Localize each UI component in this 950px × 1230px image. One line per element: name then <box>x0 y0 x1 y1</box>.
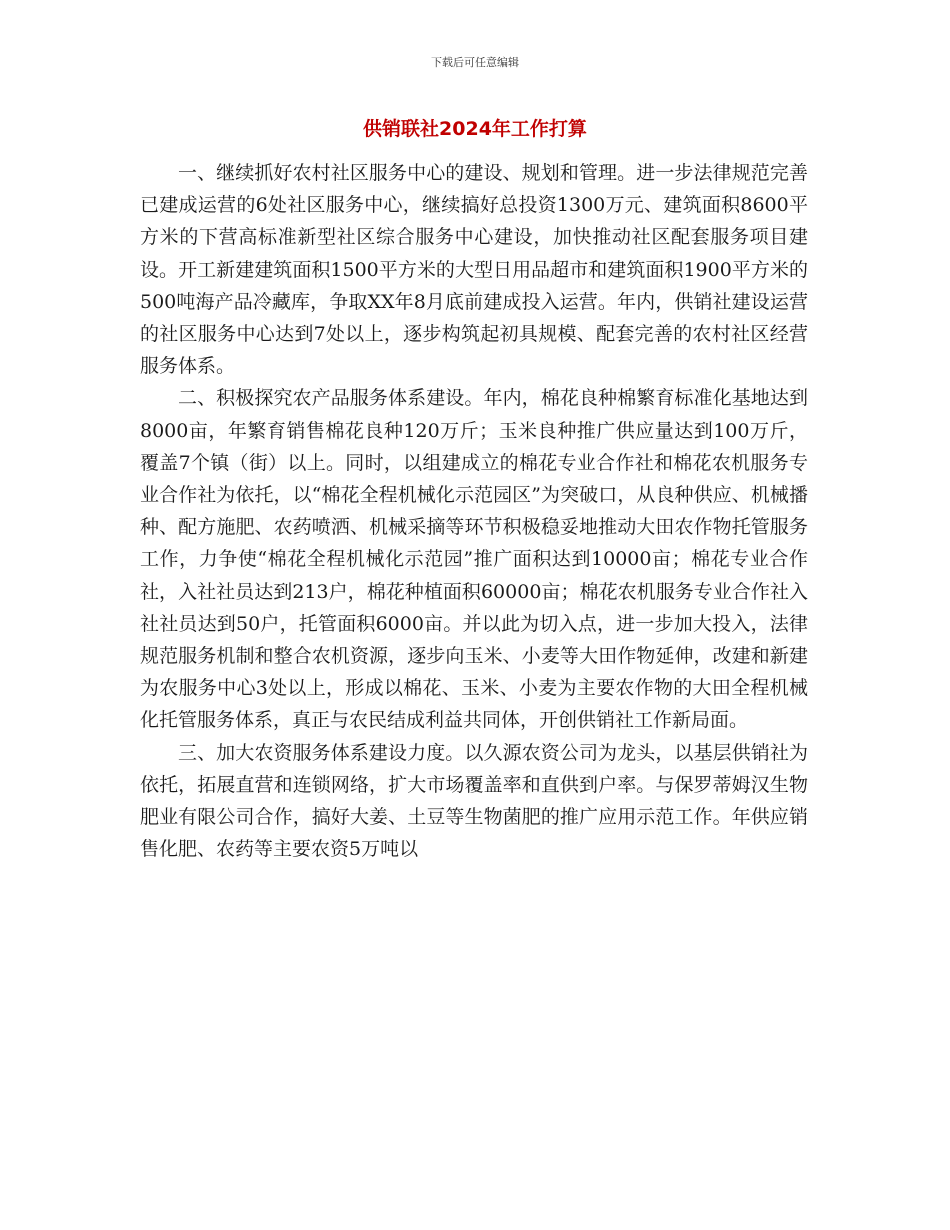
document-title: 供销联社2024年工作打算 <box>363 118 587 140</box>
paragraph-1: 一、继续抓好农村社区服务中心的建设、规划和管理。进一步法律规范完善已建成运营的6处社区服务中心，继续搞好总投资1300万元、建筑面积8600平方米的下营高标准新型社区综合服务中心建设，加快推动社区配套服务项目建设。开工新建建筑面积1500平方米的大型日用品超市和建筑面积1900平方米的500吨海产品冷藏库，争取XX年8月底前建成投入运营。年内，供销社建设运营的社区服务中心达到7处以上，逐步构筑起初具规模、配套完善的农村社区经营服务体系。 <box>140 162 808 378</box>
document-body <box>140 157 808 865</box>
paragraph-3: 三、加大农资服务体系建设力度。以久源农资公司为龙头，以基层供销社为依托，拓展直营和连锁网络，扩大市场覆盖率和直供到户率。与保罗蒂姆汉生物肥业有限公司合作，搞好大姜、土豆等生物菌肥的推广应用示范工作。年供应销售化肥、农药等主要农资5万吨以 <box>140 741 808 861</box>
paragraph-2: 二、积极探究农产品服务体系建设。年内，棉花良种棉繁育标准化基地达到8000亩，年繁育销售棉花良种120万斤；玉米良种推广供应量达到100万斤，覆盖7个镇（街）以上。同时，以组建成立的棉花专业合作社和棉花农机服务专业合作社为依托，以“棉花全程机械化示范园区”为突破口，从良种供应、机械播种、配方施肥、农药喷洒、机械采摘等环节积极稳妥地推动大田农作物托管服务工作，力争使“棉花全程机械化示范园”推广面积达到10000亩；棉花专业合作社，入社社员达到213户，棉花种植面积60000亩；棉花农机服务专业合作社入社社员达到50户，托管面积6000亩。并以此为切入点，进一步加大投入，法律规范服务机制和整合农机资源，逐步向玉米、小麦等大田作物延伸，改建和新建为农服务中心3处以上，形成以棉花、玉米、小麦为主要农作物的大田全程机械化托管服务体系，真正与农民结成利益共同体，开创供销社工作新局面。 <box>140 387 808 732</box>
header-note: 下载后可任意编辑 <box>431 56 519 69</box>
